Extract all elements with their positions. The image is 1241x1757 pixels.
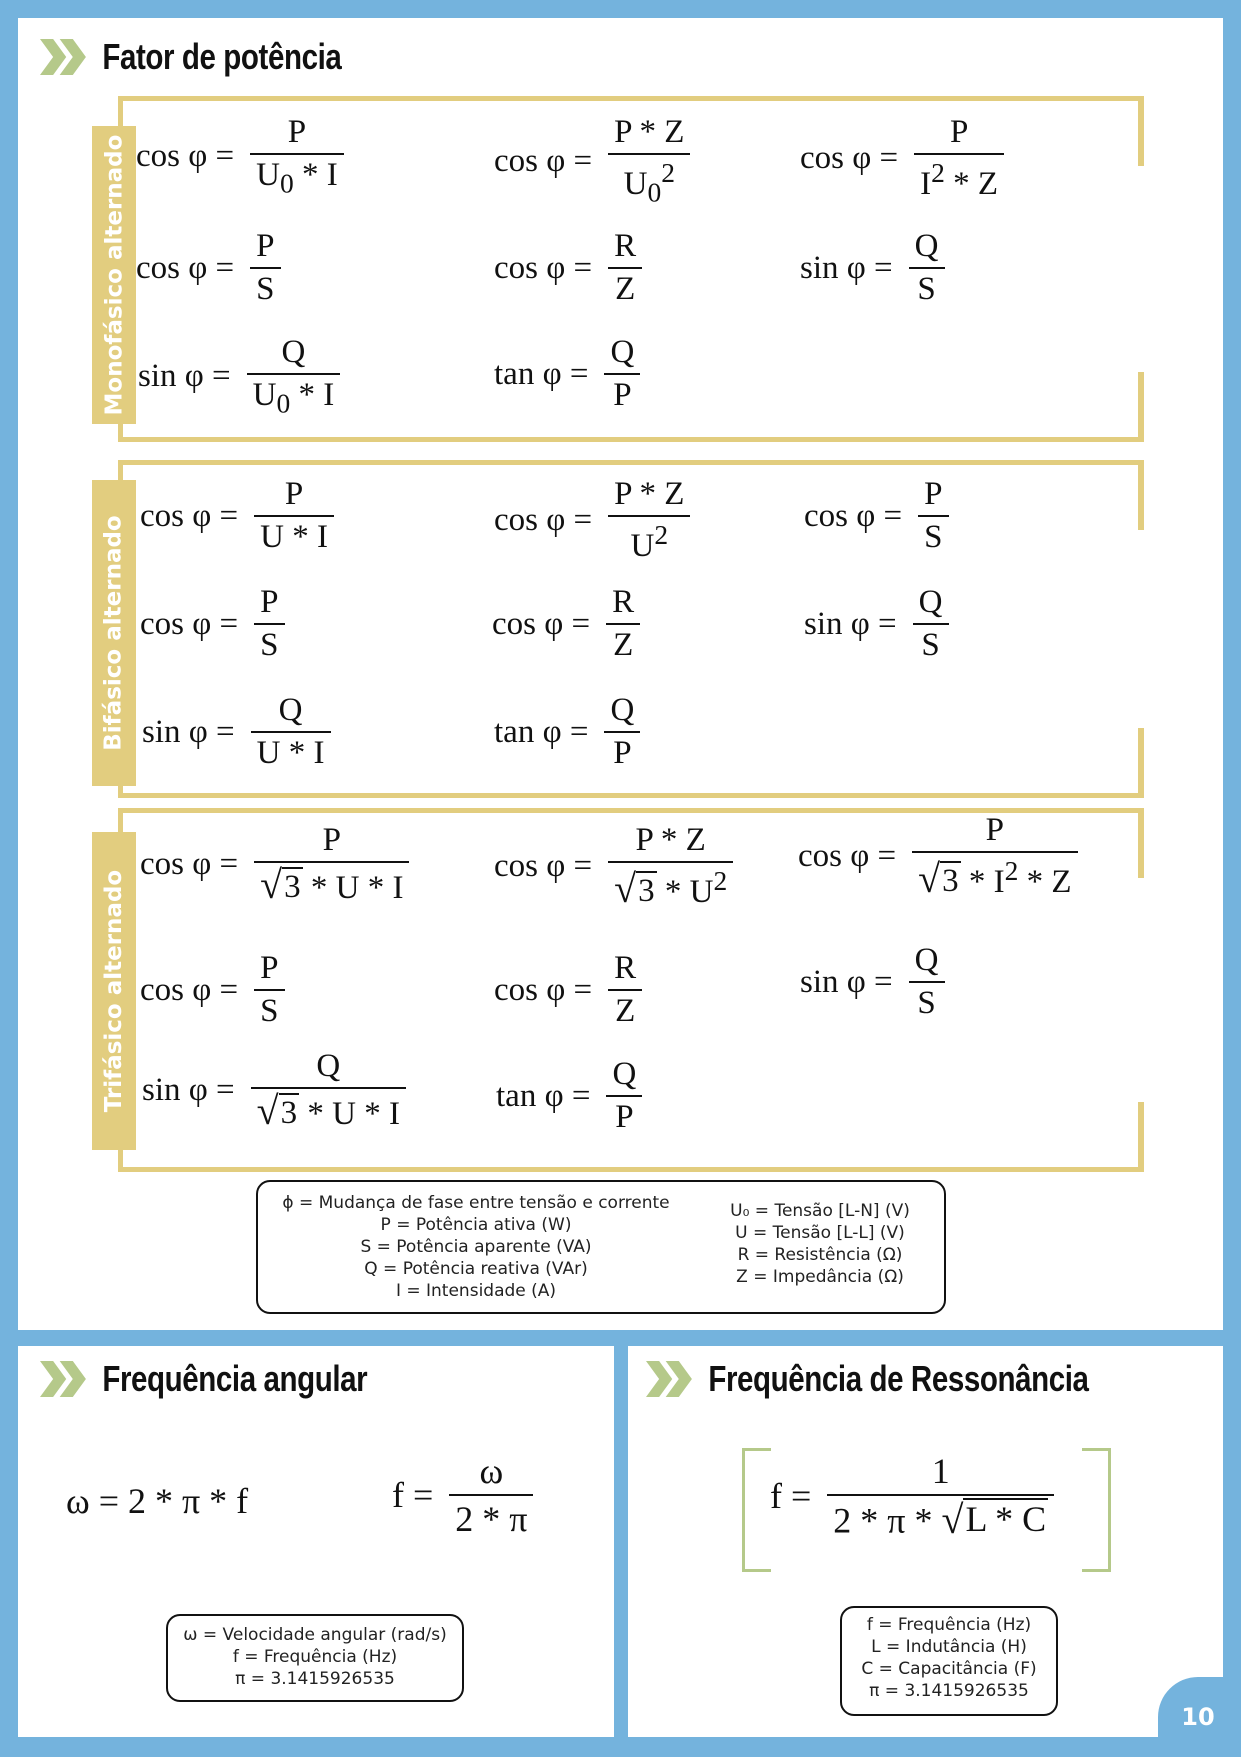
section-tab-tri: Trifásico alternado bbox=[92, 832, 136, 1150]
formula: sin φ = Q √ 3 * U * I bbox=[142, 1048, 406, 1133]
formula: cos φ = $\frac{P}{S}$ bbox=[136, 228, 281, 308]
angular-legend: ω = Velocidade angular (rad/s) f = Frequência (Hz) π = 3.1415926535 bbox=[166, 1614, 464, 1702]
angular-frequency-panel bbox=[18, 1346, 614, 1737]
double-chevron-icon bbox=[40, 1359, 89, 1399]
angular-frequency-heading: Frequência angular bbox=[40, 1358, 367, 1400]
page-number: 10 bbox=[1158, 1677, 1238, 1757]
formula: cos φ = $\frac{P * Z}{U^2}$ bbox=[494, 476, 690, 565]
formula: tan φ = $\frac{Q}{P}$ bbox=[494, 334, 640, 414]
formula: cos φ = $\frac{R}{Z}$ bbox=[492, 584, 640, 664]
power-factor-panel bbox=[18, 18, 1223, 1330]
formula: cos φ = P √ 3 * U * I bbox=[140, 822, 409, 907]
formula-omega: ω = 2 * π * f bbox=[66, 1481, 249, 1521]
double-chevron-icon bbox=[40, 37, 89, 77]
formula: cos φ = $\frac{P}{S}$ bbox=[804, 476, 949, 556]
formula: sin φ = $\frac{Q}{S}$ bbox=[800, 942, 945, 1022]
formula: cos φ = $\frac{P * Z}{U_0^2}$ bbox=[494, 114, 690, 209]
resonance-frequency-panel bbox=[628, 1346, 1223, 1737]
power-factor-heading bbox=[40, 36, 341, 78]
formula: sin φ = $\frac{Q}{U_0 * I}$ bbox=[138, 334, 340, 420]
resonance-legend: f = Frequência (Hz) L = Indutância (H) C = Capacitância (F) π = 3.1415926535 bbox=[840, 1606, 1058, 1716]
formula: tan φ = $\frac{Q}{P}$ bbox=[496, 1056, 642, 1136]
formula: cos φ = P * Z √ 3 * $U^2$ bbox=[494, 822, 733, 911]
formula: cos φ = $\frac{P}{S}$ bbox=[140, 584, 285, 664]
formula: cos φ = $\frac{R}{Z}$ bbox=[494, 950, 642, 1030]
double-chevron-icon bbox=[646, 1359, 695, 1399]
section-triphase bbox=[98, 808, 1144, 1172]
formula: sin φ = $\frac{Q}{U * I}$ bbox=[142, 692, 331, 772]
resonance-frequency-heading: Frequência de Ressonância bbox=[646, 1358, 1089, 1400]
variables-legend: ϕ = Mudança de fase entre tensão e corrente P = Potência ativa (W) S = Potência aparente (VA) Q = Potência reativa (VAr) I = Intensidade (A) U₀ = Tensão [L-N] (V) U = Tensão [L-L] (V) R = Resistência (Ω) Z = Impedância (Ω) bbox=[256, 1180, 946, 1314]
formula: cos φ = $\frac{P}{S}$ bbox=[140, 950, 285, 1030]
formula-resonance: f = 1 2 * π * √ L * C bbox=[770, 1450, 1054, 1542]
formula: cos φ = $\frac{R}{Z}$ bbox=[494, 228, 642, 308]
section-monophase bbox=[98, 96, 1144, 442]
formula: cos φ = P √ 3 * $I^2$ * Z bbox=[798, 812, 1078, 901]
formula: tan φ = $\frac{Q}{P}$ bbox=[494, 692, 640, 772]
section-tab-bi: Bifásico alternado bbox=[92, 480, 136, 786]
section-biphase bbox=[98, 460, 1144, 798]
formula: cos φ = $\frac{P}{U * I}$ bbox=[140, 476, 334, 556]
formula: cos φ = $\frac{P}{U_0 * I}$ bbox=[136, 114, 344, 200]
section-tab-mono: Monofásico alternado bbox=[92, 126, 136, 424]
page-title: Fator de potência bbox=[102, 36, 342, 77]
formula: sin φ = $\frac{Q}{S}$ bbox=[804, 584, 949, 664]
formula: cos φ = $\frac{P}{I^2 * Z}$ bbox=[800, 114, 1004, 203]
formula: sin φ = $\frac{Q}{S}$ bbox=[800, 228, 945, 308]
formula-f-from-omega: f = $\frac{\omega}{2 * \pi}$ bbox=[392, 1450, 533, 1540]
